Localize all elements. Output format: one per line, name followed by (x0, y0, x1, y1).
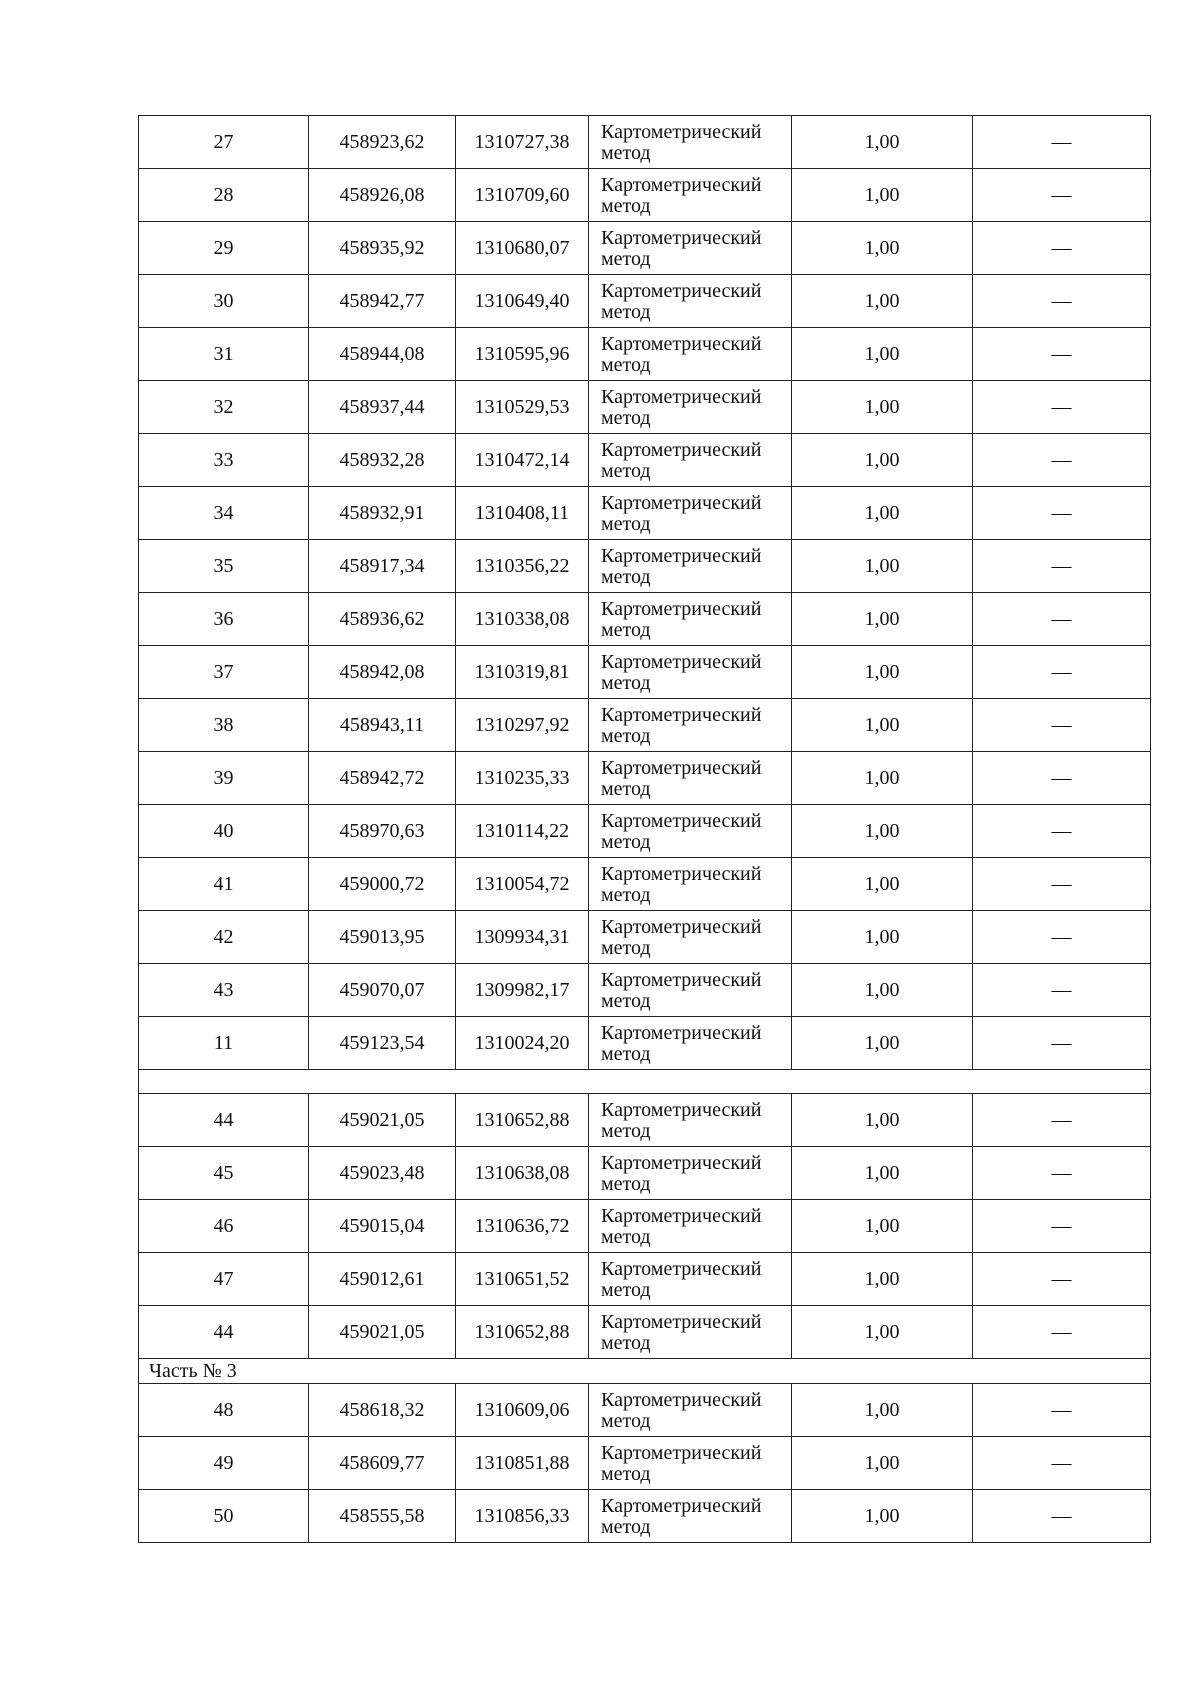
precision-cell: 1,00 (792, 275, 973, 328)
y-coordinate-cell: 1309982,17 (456, 964, 589, 1017)
y-coordinate-cell: 1310709,60 (456, 169, 589, 222)
note-cell: — (973, 381, 1151, 434)
point-number-cell: 27 (139, 116, 309, 169)
table-row (139, 858, 1151, 911)
note-cell: — (973, 699, 1151, 752)
precision-cell: 1,00 (792, 752, 973, 805)
method-cell: Картометрический метод (589, 805, 792, 858)
x-coordinate-cell: 459015,04 (309, 1200, 456, 1253)
method-cell: Картометрический метод (589, 593, 792, 646)
table-row (139, 1200, 1151, 1253)
note-cell: — (973, 434, 1151, 487)
method-cell: Картометрический метод (589, 1147, 792, 1200)
method-cell: Картометрический метод (589, 752, 792, 805)
point-number-cell: 45 (139, 1147, 309, 1200)
table-row (139, 1147, 1151, 1200)
table-row (139, 116, 1151, 169)
precision-cell: 1,00 (792, 487, 973, 540)
method-cell: Картометрический метод (589, 487, 792, 540)
point-number-cell: 44 (139, 1094, 309, 1147)
table-row (139, 752, 1151, 805)
x-coordinate-cell: 459021,05 (309, 1306, 456, 1359)
y-coordinate-cell: 1310408,11 (456, 487, 589, 540)
precision-cell: 1,00 (792, 1306, 973, 1359)
y-coordinate-cell: 1310652,88 (456, 1094, 589, 1147)
x-coordinate-cell: 459013,95 (309, 911, 456, 964)
precision-cell: 1,00 (792, 1017, 973, 1070)
table-row (139, 381, 1151, 434)
method-cell: Картометрический метод (589, 911, 792, 964)
point-number-cell: 36 (139, 593, 309, 646)
note-cell: — (973, 858, 1151, 911)
table-row (139, 222, 1151, 275)
table-row (139, 699, 1151, 752)
x-coordinate-cell: 459123,54 (309, 1017, 456, 1070)
x-coordinate-cell: 458609,77 (309, 1437, 456, 1490)
table-row (139, 1490, 1151, 1543)
coordinates-table (138, 115, 1151, 1543)
point-number-cell: 42 (139, 911, 309, 964)
note-cell: — (973, 487, 1151, 540)
y-coordinate-cell: 1310649,40 (456, 275, 589, 328)
method-cell: Картометрический метод (589, 1017, 792, 1070)
point-number-cell: 29 (139, 222, 309, 275)
x-coordinate-cell: 458555,58 (309, 1490, 456, 1543)
precision-cell: 1,00 (792, 593, 973, 646)
x-coordinate-cell: 458942,77 (309, 275, 456, 328)
part-heading-row (139, 1359, 1151, 1384)
note-cell: — (973, 1253, 1151, 1306)
method-cell: Картометрический метод (589, 381, 792, 434)
x-coordinate-cell: 458923,62 (309, 116, 456, 169)
method-cell: Картометрический метод (589, 275, 792, 328)
note-cell: — (973, 1094, 1151, 1147)
point-number-cell: 47 (139, 1253, 309, 1306)
point-number-cell: 43 (139, 964, 309, 1017)
note-cell: — (973, 805, 1151, 858)
table-row (139, 646, 1151, 699)
point-number-cell: 46 (139, 1200, 309, 1253)
note-cell: — (973, 275, 1151, 328)
precision-cell: 1,00 (792, 858, 973, 911)
y-coordinate-cell: 1310638,08 (456, 1147, 589, 1200)
x-coordinate-cell: 458942,72 (309, 752, 456, 805)
x-coordinate-cell: 458932,91 (309, 487, 456, 540)
method-cell: Картометрический метод (589, 116, 792, 169)
y-coordinate-cell: 1310651,52 (456, 1253, 589, 1306)
y-coordinate-cell: 1310727,38 (456, 116, 589, 169)
point-number-cell: 39 (139, 752, 309, 805)
point-number-cell: 49 (139, 1437, 309, 1490)
note-cell: — (973, 116, 1151, 169)
method-cell: Картометрический метод (589, 1437, 792, 1490)
coordinates-table-body (139, 116, 1151, 1543)
precision-cell: 1,00 (792, 699, 973, 752)
table-row (139, 593, 1151, 646)
x-coordinate-cell: 459000,72 (309, 858, 456, 911)
y-coordinate-cell: 1310472,14 (456, 434, 589, 487)
precision-cell: 1,00 (792, 1490, 973, 1543)
precision-cell: 1,00 (792, 1147, 973, 1200)
table-row (139, 1094, 1151, 1147)
x-coordinate-cell: 458618,32 (309, 1384, 456, 1437)
y-coordinate-cell: 1310338,08 (456, 593, 589, 646)
x-coordinate-cell: 458917,34 (309, 540, 456, 593)
precision-cell: 1,00 (792, 964, 973, 1017)
y-coordinate-cell: 1310595,96 (456, 328, 589, 381)
method-cell: Картометрический метод (589, 1306, 792, 1359)
x-coordinate-cell: 458970,63 (309, 805, 456, 858)
method-cell: Картометрический метод (589, 1200, 792, 1253)
point-number-cell: 30 (139, 275, 309, 328)
point-number-cell: 31 (139, 328, 309, 381)
point-number-cell: 38 (139, 699, 309, 752)
method-cell: Картометрический метод (589, 222, 792, 275)
y-coordinate-cell: 1310235,33 (456, 752, 589, 805)
table-row (139, 169, 1151, 222)
precision-cell: 1,00 (792, 646, 973, 699)
method-cell: Картометрический метод (589, 1094, 792, 1147)
precision-cell: 1,00 (792, 911, 973, 964)
x-coordinate-cell: 458943,11 (309, 699, 456, 752)
x-coordinate-cell: 458935,92 (309, 222, 456, 275)
y-coordinate-cell: 1310652,88 (456, 1306, 589, 1359)
table-row (139, 434, 1151, 487)
y-coordinate-cell: 1309934,31 (456, 911, 589, 964)
y-coordinate-cell: 1310356,22 (456, 540, 589, 593)
x-coordinate-cell: 458937,44 (309, 381, 456, 434)
y-coordinate-cell: 1310114,22 (456, 805, 589, 858)
x-coordinate-cell: 458944,08 (309, 328, 456, 381)
table-row (139, 1437, 1151, 1490)
y-coordinate-cell: 1310851,88 (456, 1437, 589, 1490)
point-number-cell: 11 (139, 1017, 309, 1070)
x-coordinate-cell: 458936,62 (309, 593, 456, 646)
x-coordinate-cell: 459021,05 (309, 1094, 456, 1147)
precision-cell: 1,00 (792, 1384, 973, 1437)
y-coordinate-cell: 1310680,07 (456, 222, 589, 275)
note-cell: — (973, 1147, 1151, 1200)
table-row (139, 540, 1151, 593)
precision-cell: 1,00 (792, 1094, 973, 1147)
table-row (139, 805, 1151, 858)
note-cell: — (973, 1384, 1151, 1437)
x-coordinate-cell: 458926,08 (309, 169, 456, 222)
method-cell: Картометрический метод (589, 328, 792, 381)
precision-cell: 1,00 (792, 328, 973, 381)
precision-cell: 1,00 (792, 805, 973, 858)
point-number-cell: 35 (139, 540, 309, 593)
method-cell: Картометрический метод (589, 699, 792, 752)
note-cell: — (973, 328, 1151, 381)
table-row (139, 1017, 1151, 1070)
method-cell: Картометрический метод (589, 1384, 792, 1437)
point-number-cell: 33 (139, 434, 309, 487)
precision-cell: 1,00 (792, 434, 973, 487)
note-cell: — (973, 540, 1151, 593)
note-cell: — (973, 169, 1151, 222)
precision-cell: 1,00 (792, 540, 973, 593)
table-row (139, 487, 1151, 540)
method-cell: Картометрический метод (589, 1490, 792, 1543)
x-coordinate-cell: 459070,07 (309, 964, 456, 1017)
table-row (139, 275, 1151, 328)
point-number-cell: 48 (139, 1384, 309, 1437)
note-cell: — (973, 1306, 1151, 1359)
note-cell: — (973, 1437, 1151, 1490)
note-cell: — (973, 911, 1151, 964)
table-row (139, 964, 1151, 1017)
table-row (139, 911, 1151, 964)
y-coordinate-cell: 1310024,20 (456, 1017, 589, 1070)
method-cell: Картометрический метод (589, 646, 792, 699)
method-cell: Картометрический метод (589, 540, 792, 593)
y-coordinate-cell: 1310054,72 (456, 858, 589, 911)
method-cell: Картометрический метод (589, 858, 792, 911)
point-number-cell: 50 (139, 1490, 309, 1543)
table-row (139, 1306, 1151, 1359)
point-number-cell: 44 (139, 1306, 309, 1359)
point-number-cell: 41 (139, 858, 309, 911)
note-cell: — (973, 964, 1151, 1017)
note-cell: — (973, 752, 1151, 805)
precision-cell: 1,00 (792, 116, 973, 169)
x-coordinate-cell: 458942,08 (309, 646, 456, 699)
y-coordinate-cell: 1310319,81 (456, 646, 589, 699)
table-row (139, 1253, 1151, 1306)
precision-cell: 1,00 (792, 222, 973, 275)
y-coordinate-cell: 1310856,33 (456, 1490, 589, 1543)
point-number-cell: 37 (139, 646, 309, 699)
point-number-cell: 28 (139, 169, 309, 222)
method-cell: Картометрический метод (589, 434, 792, 487)
note-cell: — (973, 222, 1151, 275)
part-heading: Часть № 3 (139, 1359, 1151, 1384)
note-cell: — (973, 1490, 1151, 1543)
x-coordinate-cell: 458932,28 (309, 434, 456, 487)
section-separator-cell (139, 1070, 1151, 1094)
precision-cell: 1,00 (792, 381, 973, 434)
x-coordinate-cell: 459023,48 (309, 1147, 456, 1200)
y-coordinate-cell: 1310609,06 (456, 1384, 589, 1437)
point-number-cell: 32 (139, 381, 309, 434)
point-number-cell: 40 (139, 805, 309, 858)
precision-cell: 1,00 (792, 1200, 973, 1253)
y-coordinate-cell: 1310297,92 (456, 699, 589, 752)
note-cell: — (973, 1200, 1151, 1253)
note-cell: — (973, 593, 1151, 646)
method-cell: Картометрический метод (589, 169, 792, 222)
x-coordinate-cell: 459012,61 (309, 1253, 456, 1306)
method-cell: Картометрический метод (589, 964, 792, 1017)
section-separator-row (139, 1070, 1151, 1094)
point-number-cell: 34 (139, 487, 309, 540)
precision-cell: 1,00 (792, 1437, 973, 1490)
y-coordinate-cell: 1310636,72 (456, 1200, 589, 1253)
note-cell: — (973, 646, 1151, 699)
table-row (139, 1384, 1151, 1437)
table-row (139, 328, 1151, 381)
method-cell: Картометрический метод (589, 1253, 792, 1306)
y-coordinate-cell: 1310529,53 (456, 381, 589, 434)
precision-cell: 1,00 (792, 169, 973, 222)
note-cell: — (973, 1017, 1151, 1070)
precision-cell: 1,00 (792, 1253, 973, 1306)
